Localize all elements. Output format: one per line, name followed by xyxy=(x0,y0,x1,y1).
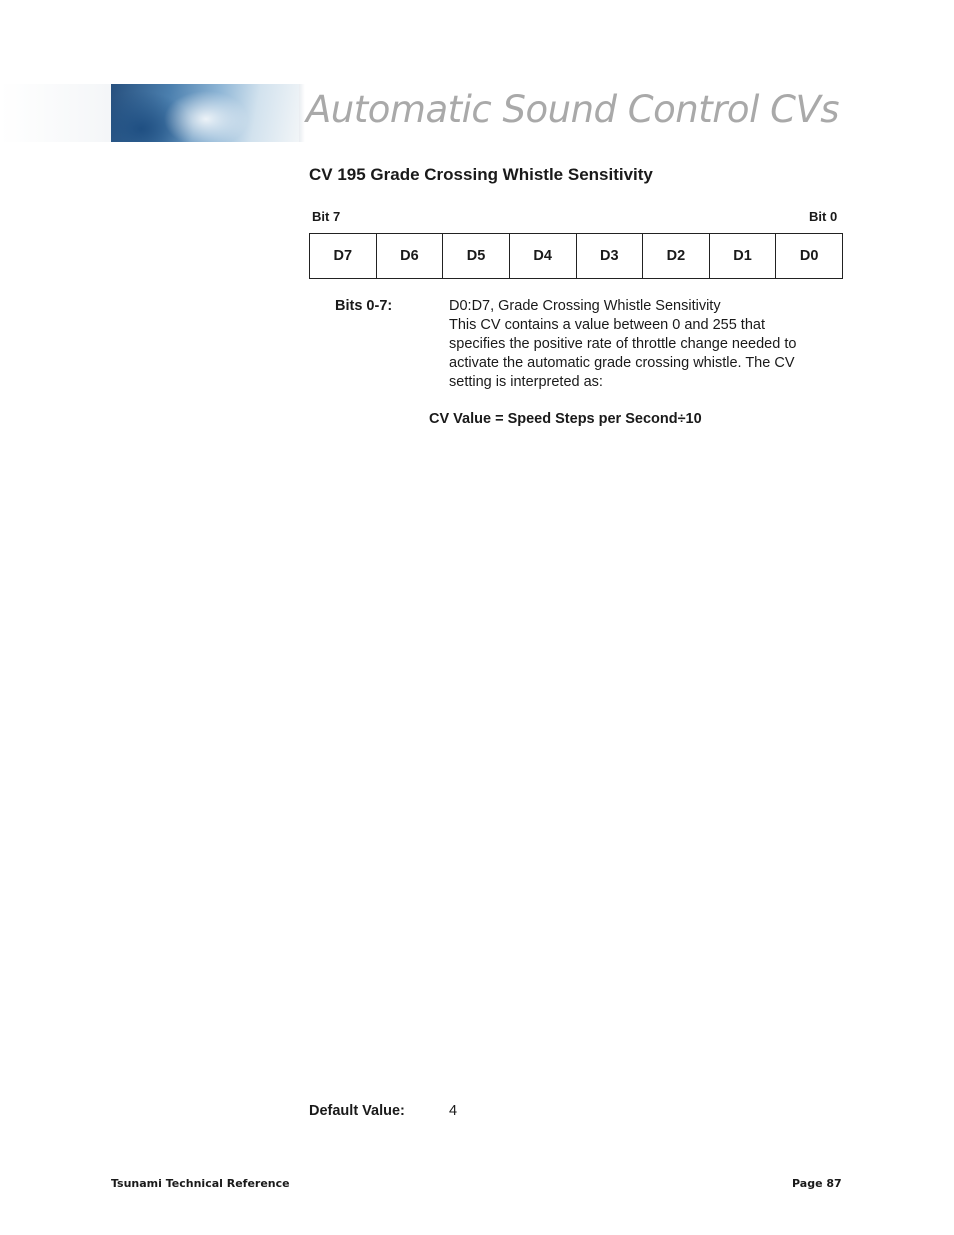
bit-field-table xyxy=(309,233,843,279)
bit-cell: D4 xyxy=(509,234,576,279)
description-line: specifies the positive rate of throttle change needed to xyxy=(449,336,797,352)
page-title: Automatic Sound Control CVs xyxy=(306,88,840,131)
description-line: D0:D7, Grade Crossing Whistle Sensitivity xyxy=(449,298,721,314)
header-image-fade xyxy=(0,84,111,142)
header-divider xyxy=(299,84,305,142)
bits-field-label: Bits 0-7: xyxy=(335,298,393,314)
footer-page-number: Page 87 xyxy=(792,1177,842,1190)
footer-document-title: Tsunami Technical Reference xyxy=(111,1177,290,1190)
bit-cell: D1 xyxy=(709,234,776,279)
bit-high-label: Bit 7 xyxy=(312,209,341,224)
bit-cell: D6 xyxy=(376,234,443,279)
description-line: activate the automatic grade crossing whistle. The CV xyxy=(449,355,795,371)
bit-low-label: Bit 0 xyxy=(809,209,838,224)
default-value-label: Default Value: xyxy=(309,1103,405,1119)
cv-formula: CV Value = Speed Steps per Second÷10 xyxy=(429,411,702,427)
bit-cell: D5 xyxy=(443,234,510,279)
bit-field-row xyxy=(310,234,843,279)
section-title: CV 195 Grade Crossing Whistle Sensitivity xyxy=(309,165,653,184)
wave-logo-image xyxy=(111,84,301,142)
description-line: This CV contains a value between 0 and 255 that xyxy=(449,317,765,333)
bit-cell: D2 xyxy=(643,234,710,279)
default-value: 4 xyxy=(449,1103,458,1119)
bit-cell: D0 xyxy=(776,234,843,279)
description-line: setting is interpreted as: xyxy=(449,374,603,390)
bit-cell: D3 xyxy=(576,234,643,279)
bits-description xyxy=(449,297,839,392)
bit-cell: D7 xyxy=(310,234,377,279)
